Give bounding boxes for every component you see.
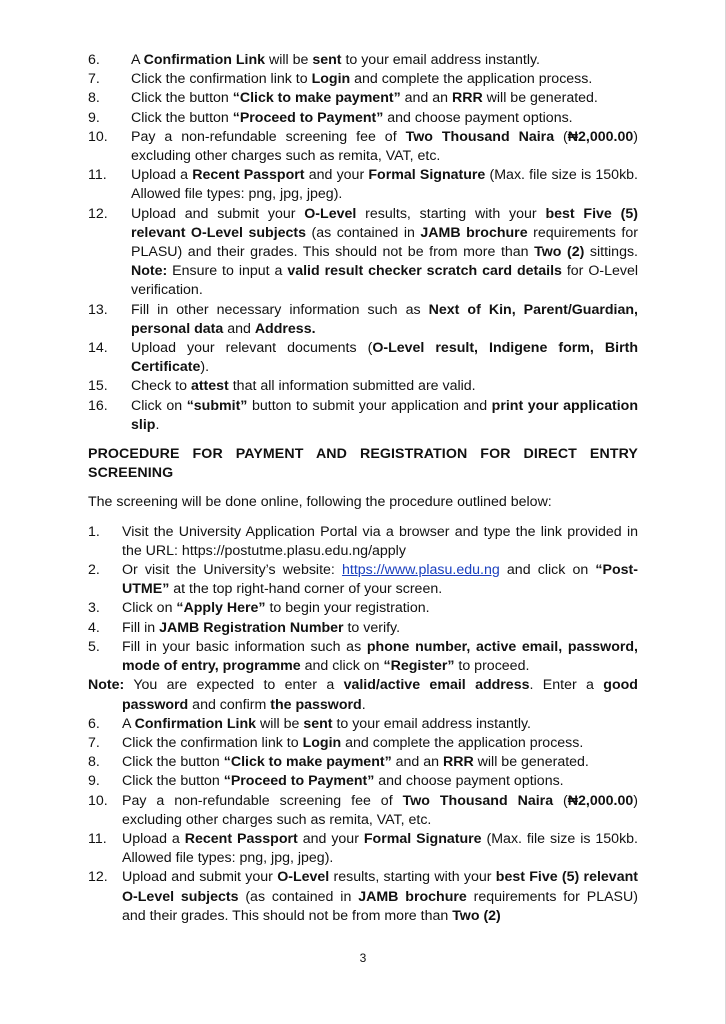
text-run: requirements for PLASU) and their grades. This should not be from more than [122,888,638,924]
text-run: to begin your registration. [265,600,430,617]
bold-text: ₦2,000.00 [567,792,634,809]
list-item [88,772,638,791]
text-run: to verify. [343,619,401,636]
list-item-number: 6. [88,52,100,68]
text-run: and click on [300,658,384,675]
bold-text: valid result checker scratch card details [287,263,562,280]
bold-text: “Post-UTME” [122,562,638,598]
text-run: Click the button [131,90,233,107]
list-item-number: 9. [88,109,100,126]
list-item-number: 10. [88,792,108,809]
bold-text: best Five (5) relevant O-Level subjects [131,205,638,241]
text-run: Fill in other necessary information such as [131,301,429,318]
text-run: will be generated. [482,90,598,107]
bold-text: Recent Passport [192,167,305,184]
text-run: results, starting with your [356,205,546,222]
text-run: Click on [122,600,177,617]
list-item [88,89,638,108]
list-item [88,753,638,772]
text-run: and confirm [188,696,271,713]
page-content [88,51,638,926]
bold-text: valid/active email address [343,677,530,694]
list-item [88,51,638,70]
list-item-number: 4. [88,619,100,636]
list-item [88,561,638,599]
text-run: and an [400,90,452,107]
text-run: Upload and submit your [122,869,278,886]
list-item [88,792,638,830]
list-item-number: 1. [88,523,100,540]
bold-text: RRR [451,90,483,107]
bold-text: phone number, active email, password, mode of entry, programme [122,638,638,675]
list-item [88,377,638,396]
page-number: 3 [359,951,367,965]
text-run: results, starting with your [329,869,496,886]
list-item [88,715,638,734]
text-run: Fill in your basic information such as [122,638,367,655]
list-item-number: 15. [88,378,108,395]
text-run: and click on [499,562,596,579]
text-run: Upload and submit your [131,205,305,222]
list-item [88,166,638,204]
text-run: Upload your relevant documents ( [131,340,373,357]
list-item [88,109,638,128]
list-item-number: 8. [88,754,100,771]
text-run: Upload a [122,830,185,847]
direct-entry-steps-list-continued [88,715,638,926]
text-run: Visit the University Application Portal via a browser and type the link provided in the URL: https://postutme.plasu.edu.ng/apply [122,523,638,559]
bold-text: the password [270,696,362,713]
bold-text: Formal Signature [368,167,486,184]
text-run: requirements for PLASU) and their grades. This should not be from more than [131,224,638,261]
direct-entry-steps-list [88,523,638,677]
list-item-number: 6. [88,715,100,732]
bold-text: O-Level [304,205,357,222]
list-item [88,397,638,435]
bold-text: ₦2,000.00 [567,128,634,145]
text-run: Pay a non-refundable screening fee of [131,128,406,145]
text-run: and complete the application process. [341,734,584,751]
text-run: Click the button [122,754,224,771]
text-run: (as contained in [306,224,421,241]
bold-text: Confirmation Link [143,52,266,68]
text-run: (as contained in [238,888,359,905]
text-run: . [155,416,160,433]
note-paragraph [88,676,638,714]
bold-text: “Register” [383,658,455,675]
list-item [88,734,638,753]
bold-text: “Proceed to Payment” [223,773,375,790]
list-item [88,339,638,377]
text-run: to your email address instantly. [341,52,540,68]
bold-text: best Five (5) relevant O-Level subjects [122,869,638,905]
text-run: Click on [131,397,187,414]
text-run: to proceed. [454,658,530,675]
text-run: ). [200,359,210,376]
text-run: and choose payment options. [374,773,564,790]
bold-text: Address. [254,320,316,337]
text-run: A [131,52,144,68]
list-item-number: 8. [88,90,100,107]
bold-text: Two Thousand Naira [402,792,554,809]
bold-text: Next of Kin, Parent/Guardian, personal data [131,301,638,337]
bold-text: JAMB brochure [420,224,528,241]
bold-text: “Click to make payment” [223,754,392,771]
list-item [88,128,638,166]
list-item-number: 11. [88,830,107,847]
list-item [88,868,638,926]
text-run: and your [304,167,369,184]
text-run: at the top right-hand corner of your screen. [169,581,443,598]
bold-text: Note: [88,677,125,694]
bold-text: good password [122,677,638,713]
text-run: Click the button [131,109,233,126]
list-item-number: 2. [88,562,100,579]
text-run: ( [554,128,568,145]
text-run: . Enter a [529,677,604,694]
list-item [88,70,638,89]
text-run: will be [265,52,313,68]
text-run: Click the button [122,773,224,790]
bold-text: Two (2) [452,907,501,924]
text-run: and your [297,830,364,847]
list-item-number: 12. [88,205,108,222]
list-item [88,523,638,561]
list-item-number: 3. [88,600,100,617]
bold-text: Two Thousand Naira [405,128,555,145]
text-run: and [223,320,255,337]
list-item [88,830,638,868]
bold-text: RRR [442,754,474,771]
bold-text: “submit” [186,397,248,414]
text-run: (Max. file size is 150kb. Allowed file types: png, jpg, jpeg). [122,830,638,867]
bold-text: print your application slip [131,397,638,433]
bold-text: JAMB brochure [358,888,467,905]
list-item-number: 14. [88,340,108,357]
list-item [88,619,638,638]
text-run: that all information submitted are valid. [228,378,476,395]
bold-text: “Proceed to Payment” [232,109,384,126]
bold-text: “Apply Here” [176,600,266,617]
bold-text: O-Level result, Indigene form, Birth Certificate [131,340,638,376]
bold-text: sent [303,715,333,732]
bold-text: attest [190,378,229,395]
bold-text: Note: [131,263,168,280]
list-item [88,205,638,301]
text-run: Fill in [122,619,160,636]
text-run: ) excluding other charges such as remita, VAT, etc. [131,128,638,165]
text-run: and an [391,754,443,771]
bold-text: Confirmation Link [134,715,257,732]
text-run: Upload a [131,167,193,184]
text-run: A [122,715,135,732]
list-item-number: 7. [88,734,100,751]
text-run: Check to [131,378,191,395]
bold-text: O-Level [277,869,330,886]
bold-text: sent [312,52,342,68]
text-run: ) excluding other charges such as remita, VAT, etc. [122,792,638,828]
list-item [88,599,638,618]
list-item [88,301,638,339]
text-run: will be [256,715,304,732]
section-heading: PROCEDURE FOR PAYMENT AND REGISTRATION FOR DIRECT ENTRY SCREENING [88,446,638,482]
bold-text: “Click to make payment” [232,90,401,107]
intro-paragraph: The screening will be done online, following the procedure outlined below: [88,494,552,511]
text-run: button to submit your application and [247,397,492,414]
list-item-number: 13. [88,301,108,318]
list-item-number: 11. [88,167,107,184]
text-run: Pay a non-refundable screening fee of [122,792,403,809]
text-run: ( [553,792,568,809]
list-item [88,638,638,676]
bold-text: JAMB Registration Number [159,619,344,636]
text-run: You are expected to enter a [124,677,344,694]
bold-text: Login [311,71,351,88]
bold-text: Recent Passport [184,830,298,847]
text-run: Ensure to input a [167,263,288,280]
bold-text: Two (2) [534,244,585,261]
text-run: and complete the application process. [350,71,593,88]
list-item-number: 16. [88,397,108,414]
text-run: will be generated. [473,754,589,771]
list-item-number: 7. [88,71,100,88]
text-run: and choose payment options. [383,109,573,126]
text-run: Click the confirmation link to [122,734,303,751]
text-run: sittings. [584,244,638,261]
list-item-number: 5. [88,638,100,655]
bold-text: Login [302,734,342,751]
list-item-number: 12. [88,869,108,886]
bold-text: Formal Signature [363,830,482,847]
text-run: Click the confirmation link to [131,71,312,88]
list-item-number: 10. [88,128,108,145]
application-steps-list [88,51,638,435]
text-run: for O-Level verification. [131,263,638,299]
list-item-number: 9. [88,773,100,790]
website-link[interactable]: https://www.plasu.edu.ng [342,562,500,579]
text-run: Or visit the University’s website: [122,562,343,579]
text-run: . [361,696,366,713]
text-run: (Max. file size is 150kb. Allowed file types: png, jpg, jpeg). [131,167,638,203]
text-run: to your email address instantly. [332,715,531,732]
